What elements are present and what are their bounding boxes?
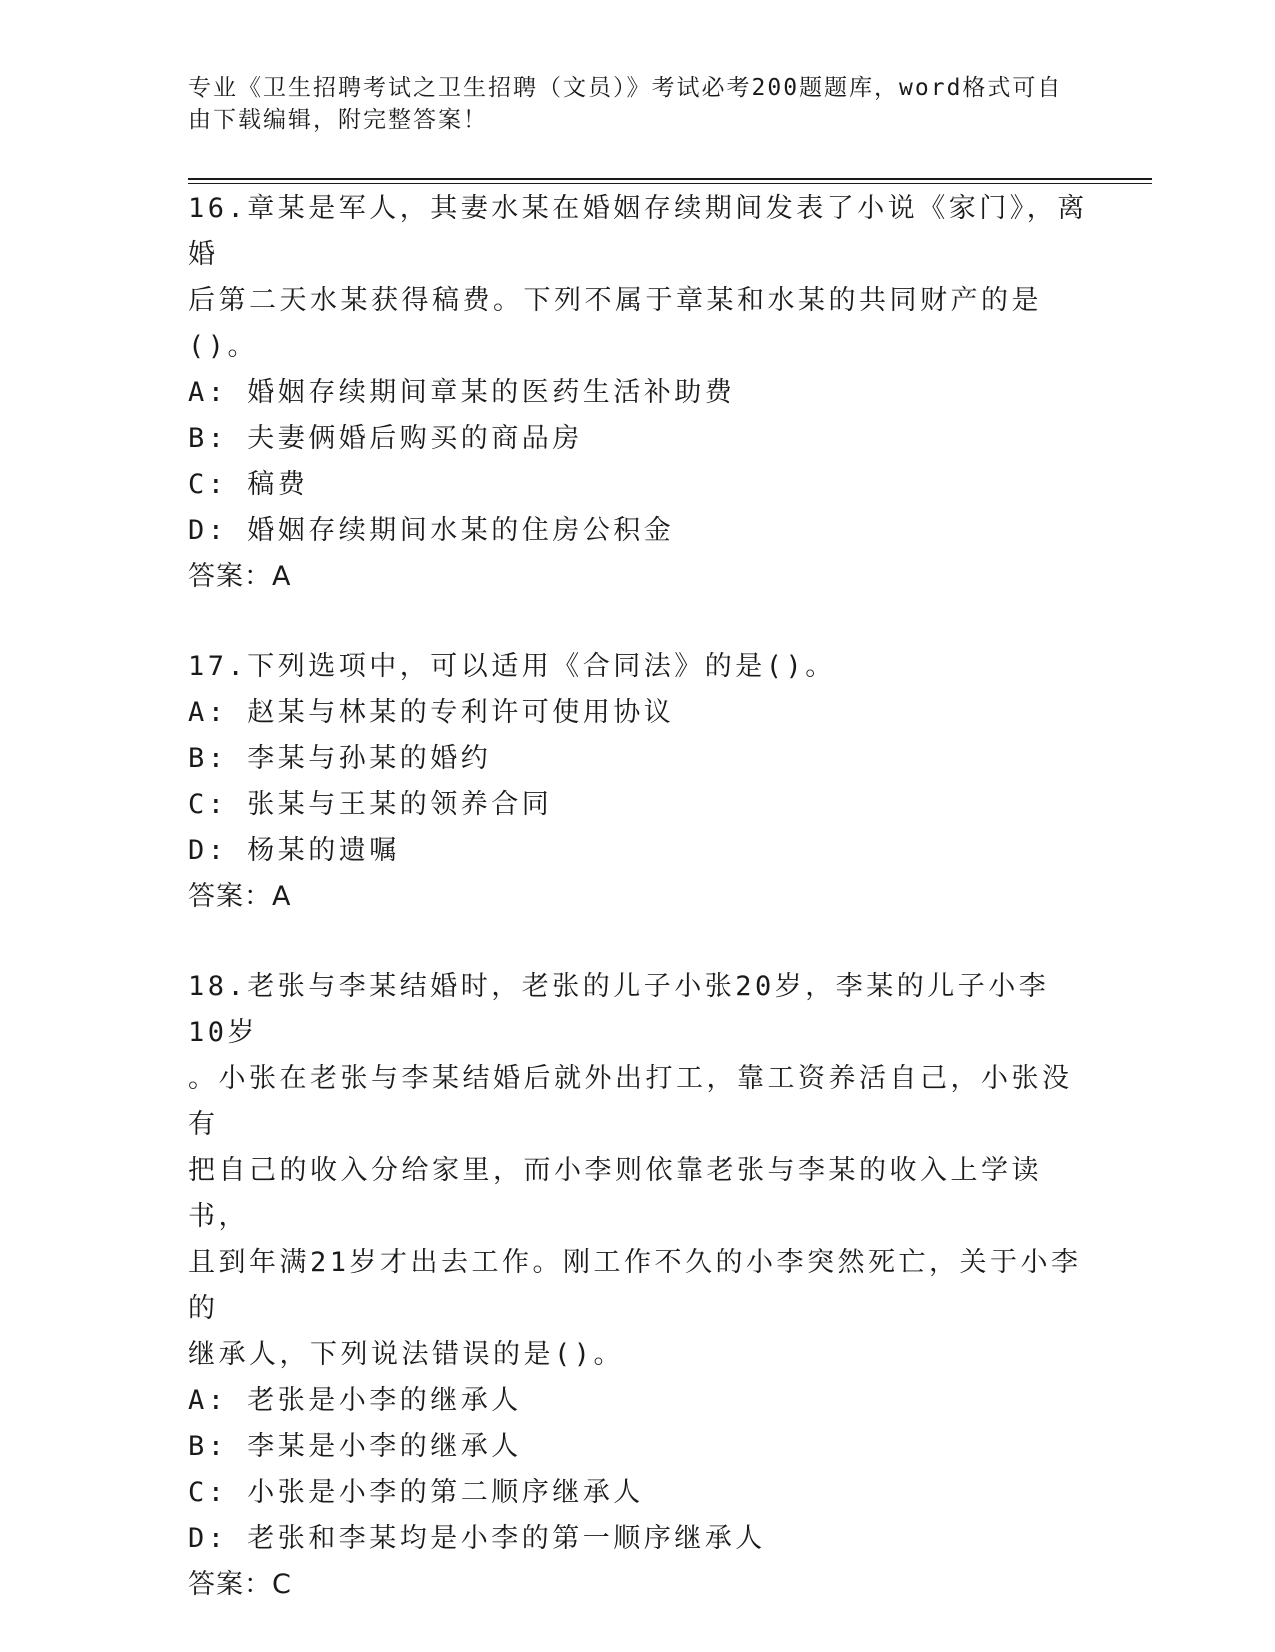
question-text-line: 且到年满21岁才出去工作。刚工作不久的小李突然死亡，关于小李的 <box>188 1247 1082 1324</box>
option-c: C: 张某与王某的领养合同 <box>188 789 553 820</box>
option-d: D: 杨某的遗嘱 <box>188 835 400 866</box>
question-17 <box>188 644 1088 920</box>
option-c: C: 稿费 <box>188 469 309 500</box>
option-d: D: 老张和李某均是小李的第一顺序继承人 <box>188 1523 766 1554</box>
question-text-line: 18.老张与李某结婚时，老张的儿子小张20岁，李某的儿子小李10岁 <box>188 971 1050 1048</box>
header-divider-thin <box>188 183 1152 184</box>
option-b: B: 李某是小李的继承人 <box>188 1431 522 1462</box>
option-a: A: 赵某与林某的专利许可使用协议 <box>188 697 675 728</box>
question-16 <box>188 186 1088 600</box>
option-d: D: 婚姻存续期间水某的住房公积金 <box>188 515 675 546</box>
question-text-line: 把自己的收入分给家里，而小李则依靠老张与李某的收入上学读书， <box>188 1155 1042 1232</box>
question-text-line: 17.下列选项中，可以适用《合同法》的是()。 <box>188 651 836 682</box>
document-header <box>188 72 1068 136</box>
answer-line: 答案：C <box>188 1569 292 1600</box>
question-text-line: 后第二天水某获得稿费。下列不属于章某和水某的共同财产的是()。 <box>188 285 1042 362</box>
option-b: B: 夫妻俩婚后购买的商品房 <box>188 423 583 454</box>
header-line-1: 专业《卫生招聘考试之卫生招聘（文员）》考试必考200题题库，word格式可自 <box>188 75 1063 101</box>
header-line-2: 由下载编辑，附完整答案！ <box>188 107 488 133</box>
option-c: C: 小张是小李的第二顺序继承人 <box>188 1477 644 1508</box>
answer-line: 答案：A <box>188 561 292 592</box>
question-text-line: 继承人，下列说法错误的是()。 <box>188 1339 625 1370</box>
option-a: A: 老张是小李的继承人 <box>188 1385 522 1416</box>
option-b: B: 李某与孙某的婚约 <box>188 743 492 774</box>
option-a: A: 婚姻存续期间章某的医药生活补助费 <box>188 377 736 408</box>
header-divider-thick <box>188 178 1152 180</box>
question-text-line: 。小张在老张与李某结婚后就外出打工，靠工资养活自己，小张没有 <box>188 1063 1073 1140</box>
question-18 <box>188 964 1088 1608</box>
question-list <box>188 186 1088 1652</box>
answer-line: 答案：A <box>188 881 292 912</box>
question-text-line: 16.章某是军人，其妻水某在婚姻存续期间发表了小说《家门》，离婚 <box>188 193 1088 270</box>
